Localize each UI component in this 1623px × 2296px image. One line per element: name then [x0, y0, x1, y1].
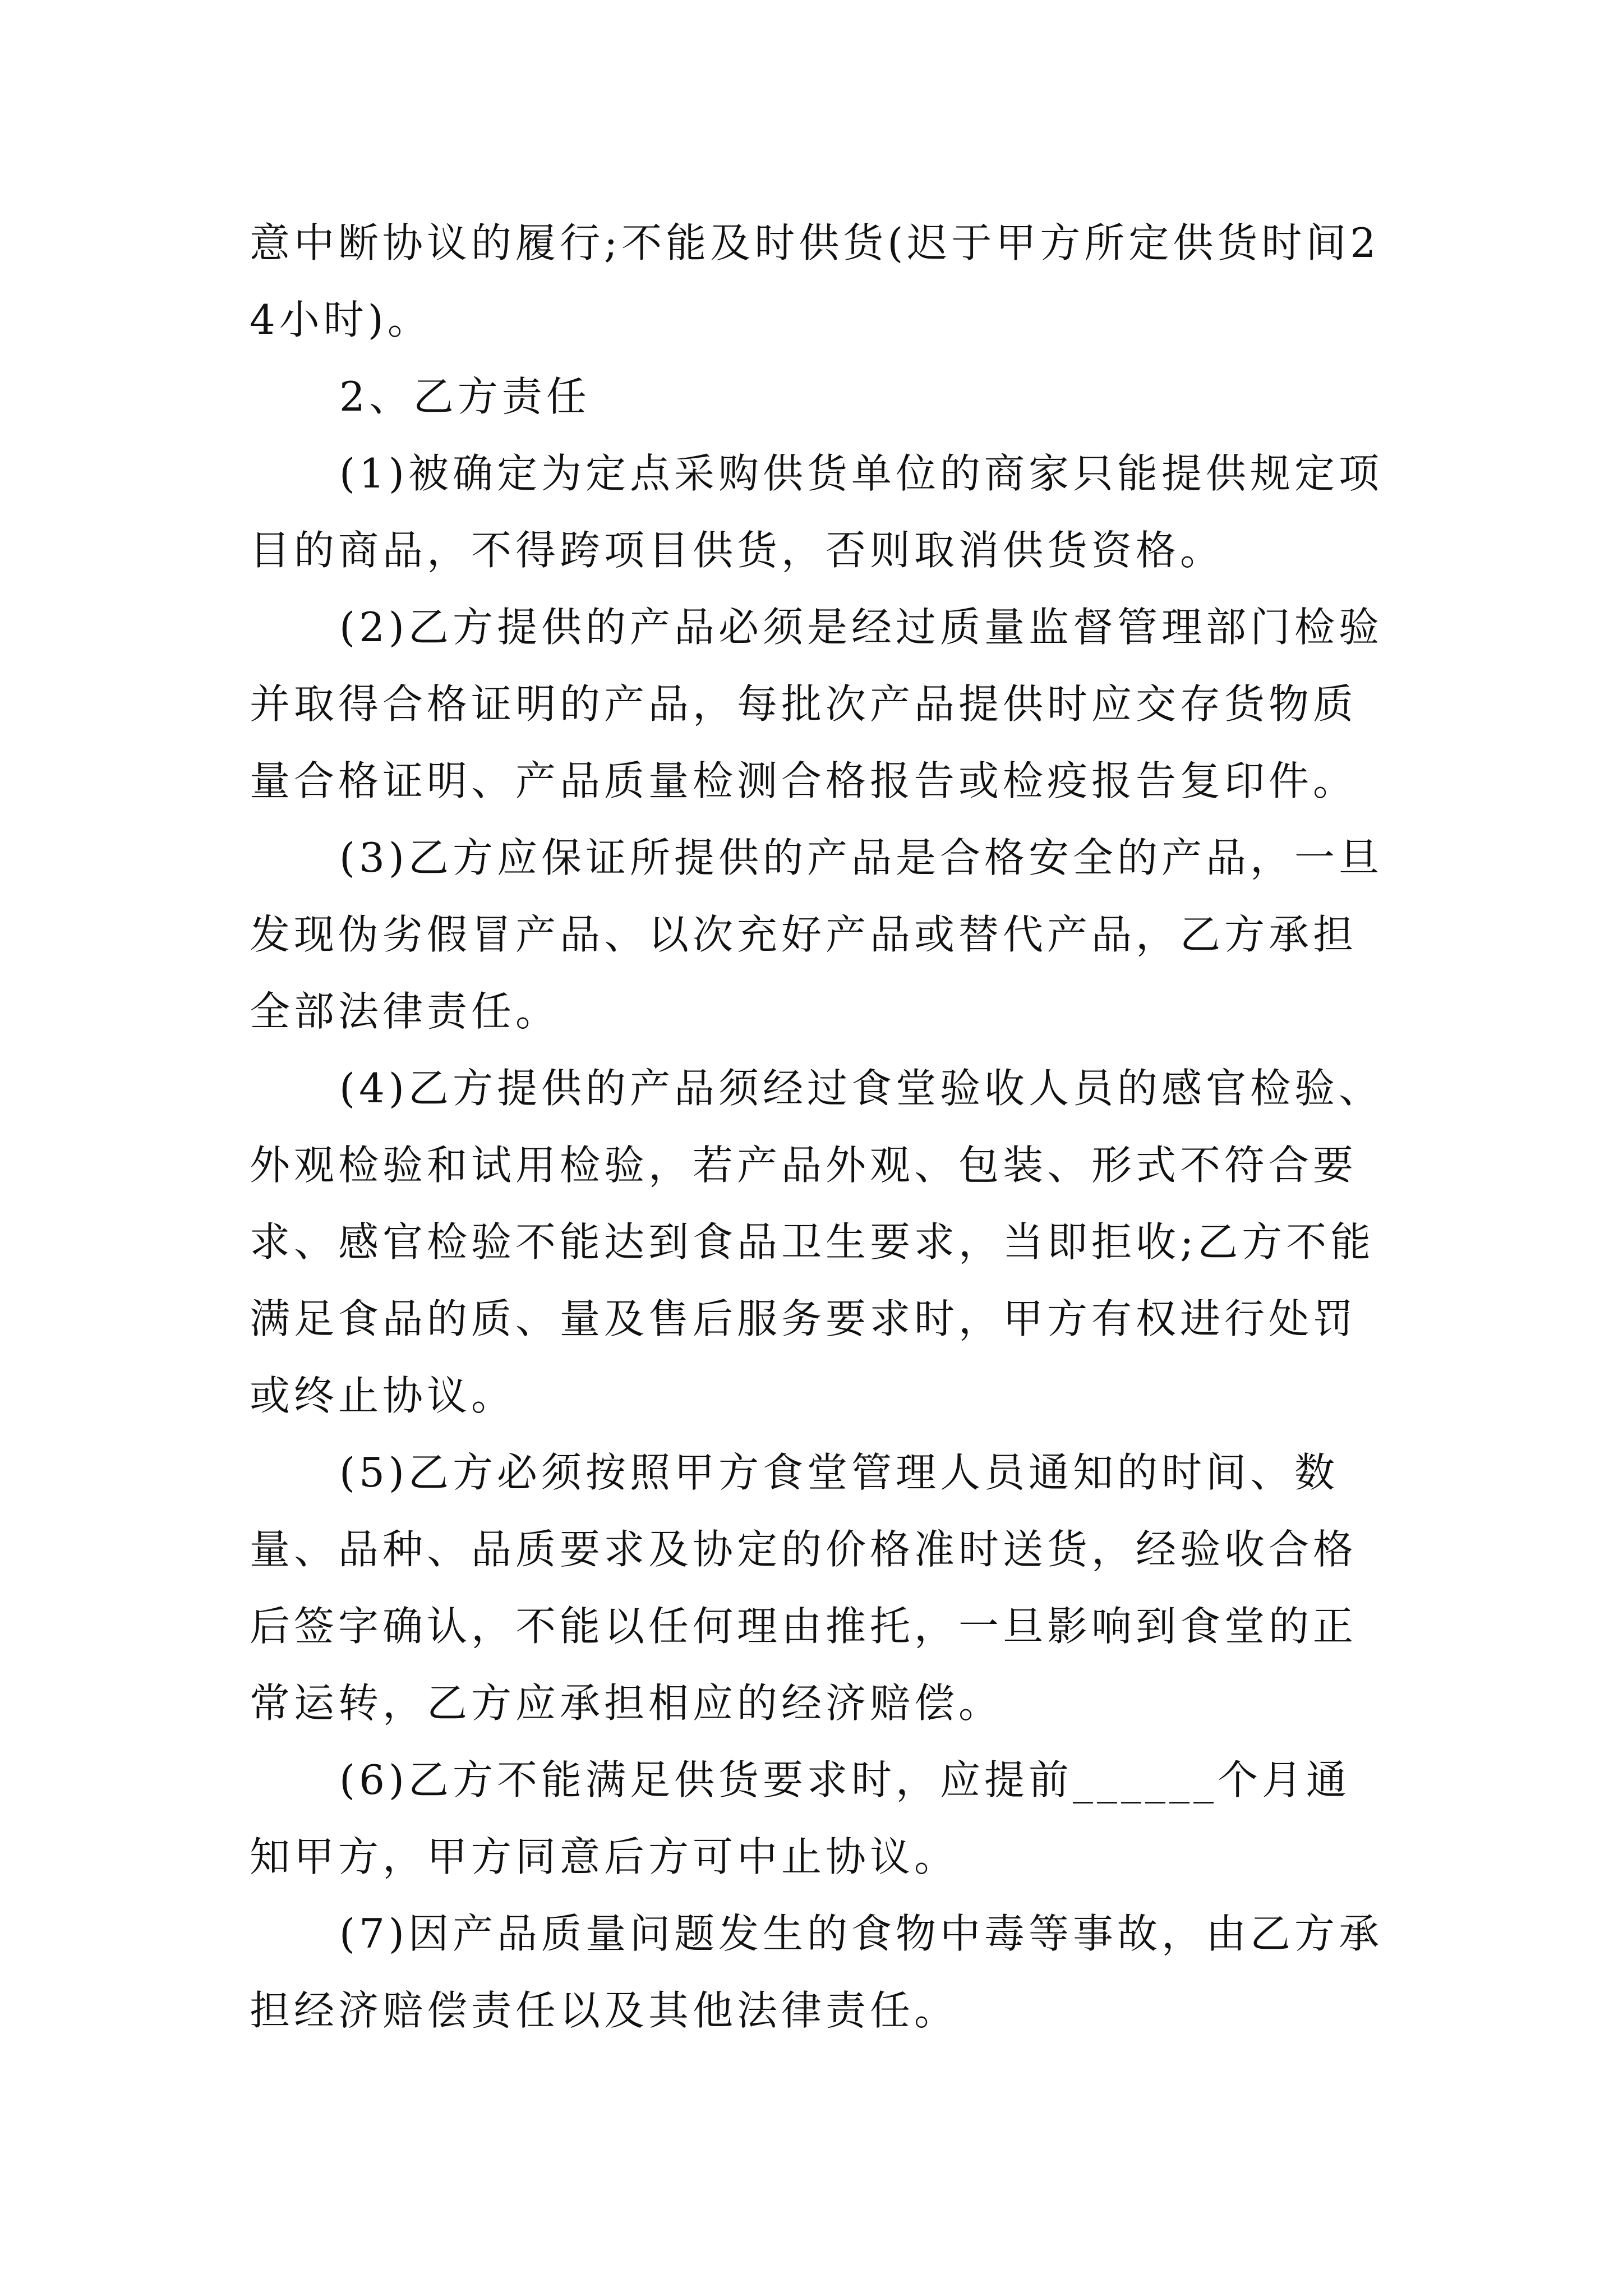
clause-2: (2)乙方提供的产品必须是经过质量监督管理部门检验并取得合格证明的产品，每批次产品提供时应交存货物质量合格证明、产品质量检测合格报告或检疫报告复印件。: [250, 604, 1383, 804]
clause-7: (7)因产品质量问题发生的食物中毒等事故，由乙方承担经济赔偿责任以及其他法律责任。: [250, 1910, 1383, 2034]
clause-1: (1)被确定为定点采购供货单位的商家只能提供规定项目的商品，不得跨项目供货，否则取消供货资格。: [250, 450, 1383, 574]
clause-3: (3)乙方应保证所提供的产品是合格安全的产品，一旦发现伪劣假冒产品、以次充好产品或替代产品，乙方承担全部法律责任。: [250, 834, 1383, 1035]
paragraph-continuation: 意中断协议的履行;不能及时供货(迟于甲方所定供货时间24小时)。: [250, 219, 1380, 343]
clause-6: (6)乙方不能满足供货要求时，应提前______个月通知甲方，甲方同意后方可中止协议。: [250, 1756, 1350, 1880]
section-heading-party-b-responsibility: 2、乙方责任: [339, 373, 591, 420]
document-body: [250, 205, 1388, 2049]
clause-5: (5)乙方必须按照甲方食堂管理人员通知的时间、数量、品种、品质要求及协定的价格准时送货，经验收合格后签字确认，不能以任何理由推托，一旦影响到食堂的正常运转，乙方应承担相应的经济赔偿。: [250, 1449, 1358, 1727]
clause-4: (4)乙方提供的产品须经过食堂验收人员的感官检验、外观检验和试用检验，若产品外观、包装、形式不符合要求、感官检验不能达到食品卫生要求，当即拒收;乙方不能满足食品的质、量及售后服务要求时，甲方有权进行处罚或终止协议。: [250, 1065, 1383, 1419]
